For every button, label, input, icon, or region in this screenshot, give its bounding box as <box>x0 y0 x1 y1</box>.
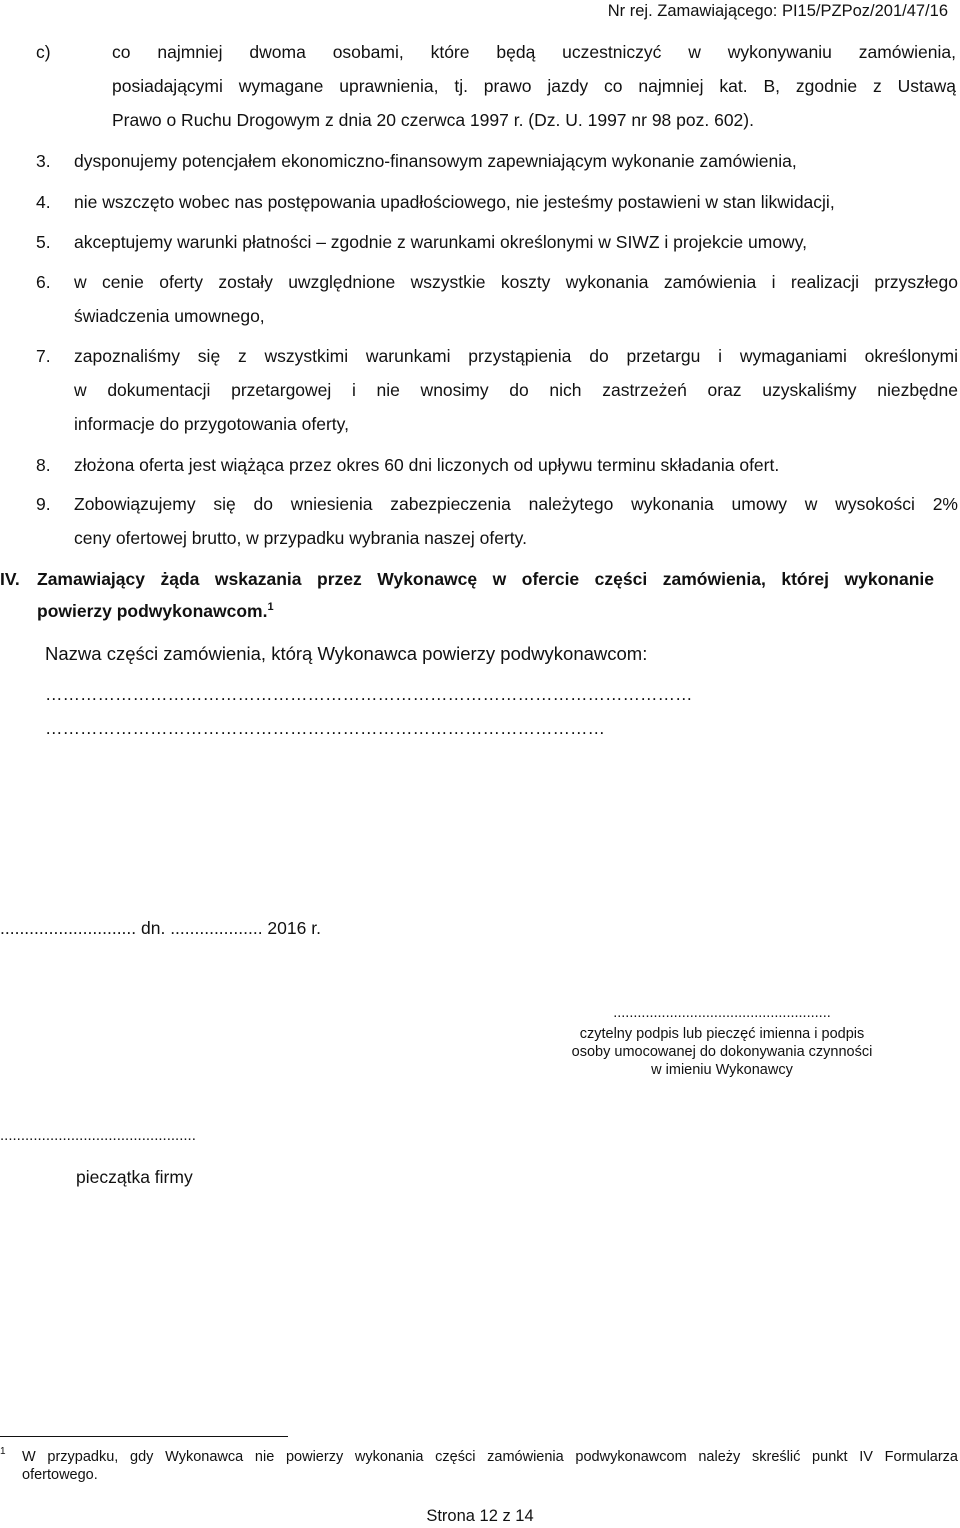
footnote-marker <box>0 1446 6 1464</box>
item-c-line2: posiadającymi wymagane uprawnienia, tj. prawo jazdy co najmniej kat. B, zgodnie z Ustawą <box>112 76 956 96</box>
item-3-text: dysponujemy potencjałem ekonomiczno-finansowym zapewniającym wykonanie zamówienia, <box>74 151 797 171</box>
stamp-label: pieczątka firmy <box>76 1167 193 1187</box>
date-line: ............................ dn. ................... 2016 r. <box>0 918 321 938</box>
item-6-line2: świadczenia umownego, <box>74 306 265 326</box>
signature-caption-line3: w imieniu Wykonawcy <box>651 1062 793 1078</box>
footnote-reference: 1 <box>267 601 274 614</box>
item-c-marker: c) <box>36 42 51 62</box>
signature-caption-line2: osoby umocowanej do dokonywania czynności <box>571 1044 873 1060</box>
item-7-line3: informacje do przygotowania oferty, <box>74 414 349 434</box>
item-9-line2: ceny ofertowej brutto, w przypadku wybrania naszej oferty. <box>74 528 527 548</box>
subcontract-field-label: Nazwa części zamówienia, którą Wykonawca powierzy podwykonawcom: <box>45 643 648 664</box>
signature-caption-line1: czytelny podpis lub pieczęć imienna i podpis <box>579 1026 865 1042</box>
page-number: Strona 12 z 14 <box>426 1507 534 1525</box>
subcontract-field-dots-2: …………………………………………………………………………………… <box>45 718 605 738</box>
item-9-marker: 9. <box>36 494 51 514</box>
item-6-marker: 6. <box>36 272 51 292</box>
item-4-text: nie wszczęto wobec nas postępowania upadłościowego, nie jesteśmy postawieni w stan likwidacji, <box>74 192 835 212</box>
item-4-marker: 4. <box>36 192 51 212</box>
item-7-line2: w dokumentacji przetargowej i nie wnosimy do nich zastrzeżeń oraz uzyskaliśmy niezbędne <box>74 380 958 400</box>
subcontract-field-dots-1: ………………………………………………………………………………………………… <box>45 684 693 704</box>
section-iv-line1: Zamawiający żąda wskazania przez Wykonawcę w ofercie części zamówienia, której wykonanie <box>37 569 934 589</box>
item-3-marker: 3. <box>36 151 51 171</box>
item-5-marker: 5. <box>36 232 51 252</box>
item-9-line1: Zobowiązujemy się do wniesienia zabezpieczenia należytego wykonania umowy w wysokości 2% <box>74 494 958 514</box>
item-8-text: złożona oferta jest wiążąca przez okres 60 dni liczonych od upływu terminu składania ofert. <box>74 455 780 475</box>
item-c-line1: co najmniej dwoma osobami, które będą uczestniczyć w wykonywaniu zamówienia, <box>112 42 956 62</box>
footnote-line2: ofertowego. <box>22 1467 98 1483</box>
item-7-line1: zapoznaliśmy się z wszystkimi warunkami przystąpienia do przetargu i wymaganiami określonymi <box>74 346 958 366</box>
section-iv-line2-text: powierzy podwykonawcom. <box>37 601 268 621</box>
footnote-line1: W przypadku, gdy Wykonawca nie powierzy wykonania części zamówienia podwykonawcom należy skreślić punkt IV Formularza <box>22 1449 958 1465</box>
item-8-marker: 8. <box>36 455 51 475</box>
item-c-line3: Prawo o Ruchu Drogowym z dnia 20 czerwca 1997 r. (Dz. U. 1997 nr 98 poz. 602). <box>112 110 754 130</box>
footnote-marker-number: 1 <box>0 1446 6 1457</box>
signature-dots: ...................................................... <box>613 1005 831 1021</box>
stamp-dots: ............................................... <box>0 1127 196 1144</box>
item-6-line1: w cenie oferty zostały uwzględnione wszystkie koszty wykonania zamówienia i realizacji przyszłego <box>74 272 958 292</box>
item-5-text: akceptujemy warunki płatności – zgodnie z warunkami określonymi w SIWZ i projekcie umowy, <box>74 232 808 252</box>
item-7-marker: 7. <box>36 346 51 366</box>
footnote-separator <box>0 1436 288 1437</box>
document-reference-number: Nr rej. Zamawiającego: PI15/PZPoz/201/47/16 <box>607 2 948 20</box>
section-iv-line2 <box>37 601 274 622</box>
section-iv-marker: IV. <box>0 569 20 589</box>
